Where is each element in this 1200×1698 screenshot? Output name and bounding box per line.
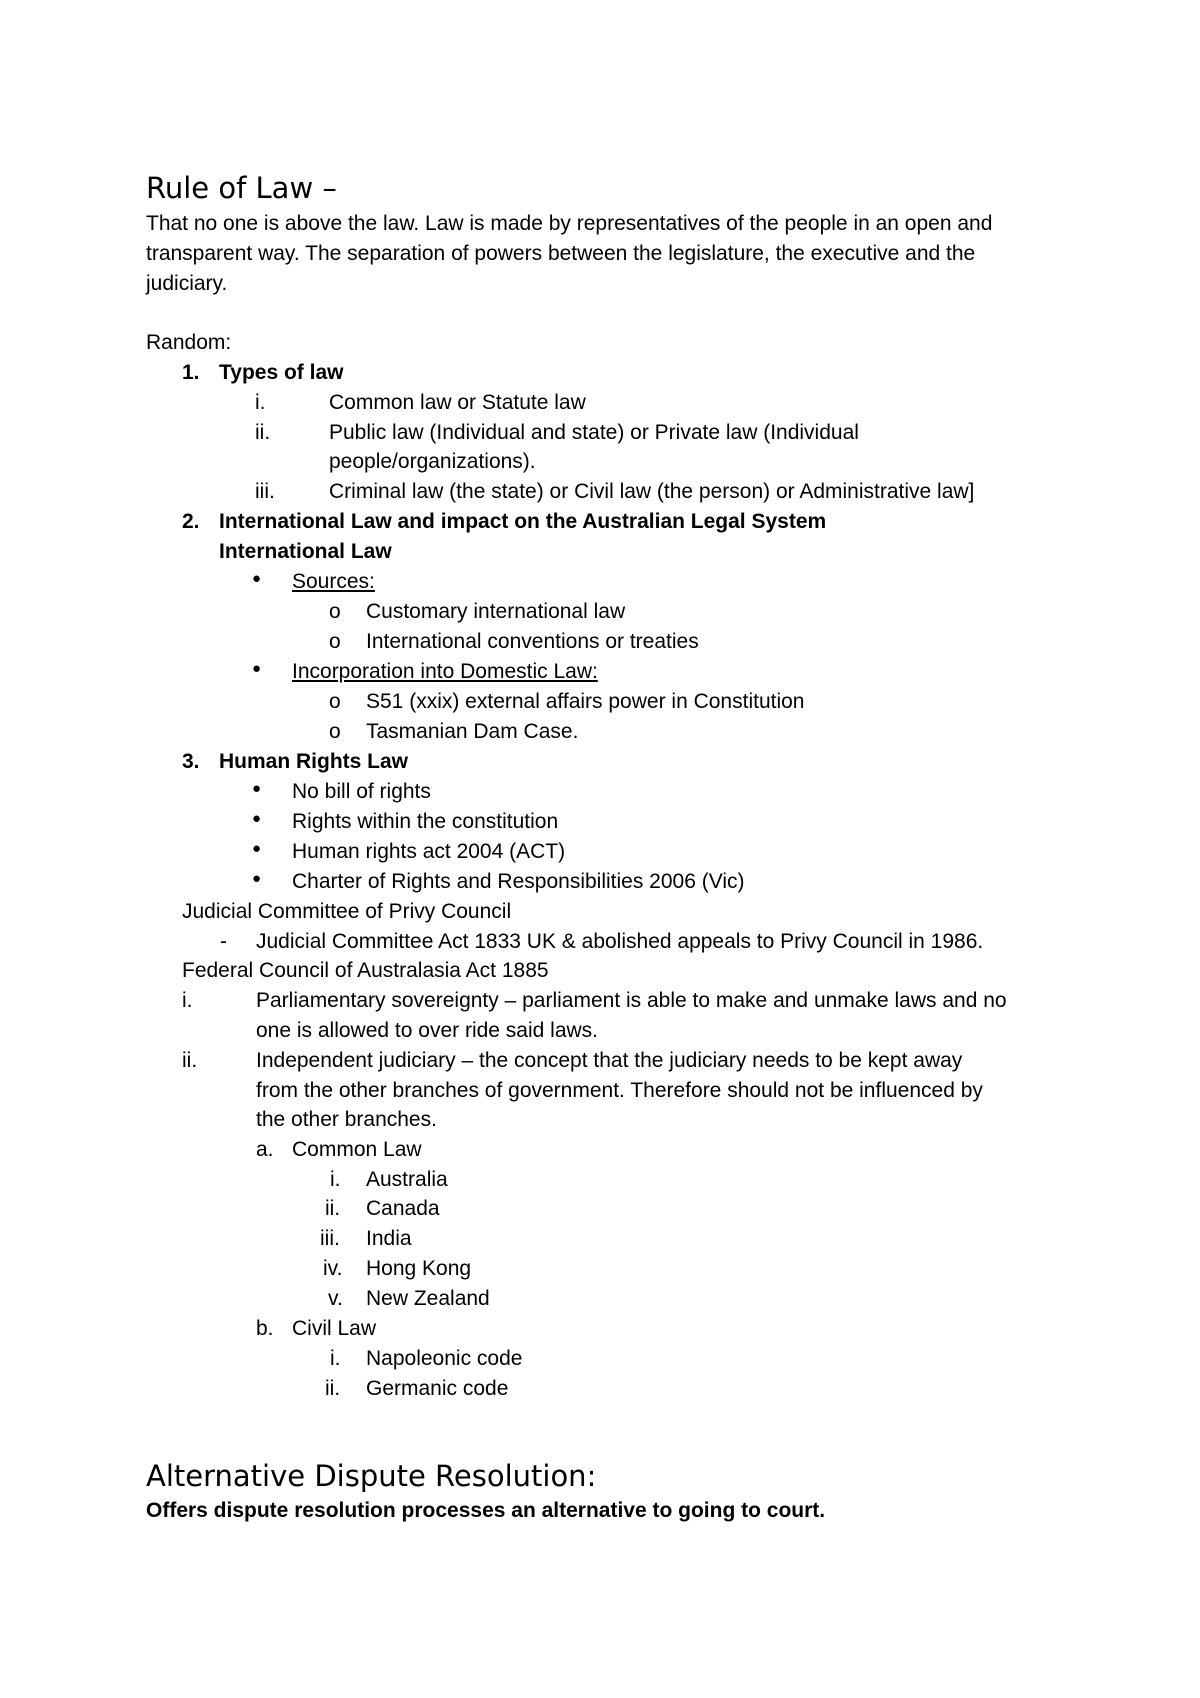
list-item: the other branches. [256,1108,437,1131]
list-item: one is allowed to over ride said laws. [256,1019,599,1042]
list-number: i. [255,391,266,414]
bullet-icon: ● [252,840,262,857]
paragraph-line: That no one is above the law. Law is made by representatives of the people in an open and [146,212,993,235]
list-item: India [366,1227,412,1250]
section-title: Federal Council of Australasia Act 1885 [182,959,549,982]
list-item: Rights within the constitution [292,810,559,833]
list-number: i. [182,989,193,1012]
list-number: b. [256,1317,274,1340]
list-item: Charter of Rights and Responsibilities 2006 (Vic) [292,870,745,893]
bullet-icon: ● [252,780,262,797]
bullet-icon: ● [252,570,262,587]
list-item: Civil Law [292,1317,377,1340]
list-number: iii. [320,1227,340,1250]
list-number: v. [328,1287,343,1310]
paragraph-line: transparent way. The separation of powers between the legislature, the executive and the [146,242,976,265]
list-item: Common law or Statute law [329,391,586,414]
bullet-icon: ● [252,810,262,827]
list-number: iii. [255,480,275,503]
section-title: Types of law [219,361,344,384]
list-number: i. [330,1168,341,1191]
list-item: Human rights act 2004 (ACT) [292,840,566,863]
list-item: Sources: [292,570,375,593]
list-item: Criminal law (the state) or Civil law (the person) or Administrative law] [329,480,975,503]
list-number: iv. [323,1257,343,1280]
heading-rule-of-law: Rule of Law – [146,171,337,205]
circle-bullet-icon: o [329,600,341,623]
paragraph-line: judiciary. [146,272,228,295]
list-item: Common Law [292,1138,422,1161]
bullet-icon: ● [252,660,262,677]
list-item: International conventions or treaties [366,630,699,653]
list-number: ii. [325,1377,341,1400]
section-title: Judicial Committee of Privy Council [182,900,512,923]
list-item: Tasmanian Dam Case. [366,720,579,743]
list-item: people/organizations). [329,450,536,473]
heading-alternative-dispute-resolution: Alternative Dispute Resolution: [146,1459,597,1493]
list-number: i. [330,1347,341,1370]
dash-bullet-icon: - [220,930,227,953]
list-item: New Zealand [366,1287,490,1310]
list-item: Customary international law [366,600,626,623]
section-subtitle: International Law [219,540,392,563]
circle-bullet-icon: o [329,690,341,713]
list-item: from the other branches of government. Therefore should not be influenced by [256,1079,983,1102]
list-item: No bill of rights [292,780,431,803]
section-title: International Law and impact on the Australian Legal System [219,510,827,533]
list-number: 1. [182,361,200,384]
list-number: a. [256,1138,274,1161]
list-item: S51 (xxix) external affairs power in Constitution [366,690,805,713]
list-item: Napoleonic code [366,1347,523,1370]
bullet-icon: ● [252,870,262,887]
list-item: Germanic code [366,1377,509,1400]
list-item: Incorporation into Domestic Law: [292,660,598,683]
section-title: Human Rights Law [219,750,409,773]
list-item: Public law (Individual and state) or Private law (Individual [329,421,859,444]
list-item: Independent judiciary – the concept that the judiciary needs to be kept away [256,1049,963,1072]
list-item: Judicial Committee Act 1833 UK & abolished appeals to Privy Council in 1986. [256,930,984,953]
list-number: ii. [325,1197,341,1220]
list-item: Canada [366,1197,440,1220]
list-item: Hong Kong [366,1257,472,1280]
list-number: 3. [182,750,200,773]
list-item: Australia [366,1168,448,1191]
list-item: Parliamentary sovereignty – parliament is able to make and unmake laws and no [256,989,1007,1012]
circle-bullet-icon: o [329,720,341,743]
paragraph-line: Offers dispute resolution processes an alternative to going to court. [146,1499,826,1522]
list-number: 2. [182,510,200,533]
list-number: ii. [182,1049,198,1072]
random-label: Random: [146,331,232,354]
list-number: ii. [255,421,271,444]
circle-bullet-icon: o [329,630,341,653]
